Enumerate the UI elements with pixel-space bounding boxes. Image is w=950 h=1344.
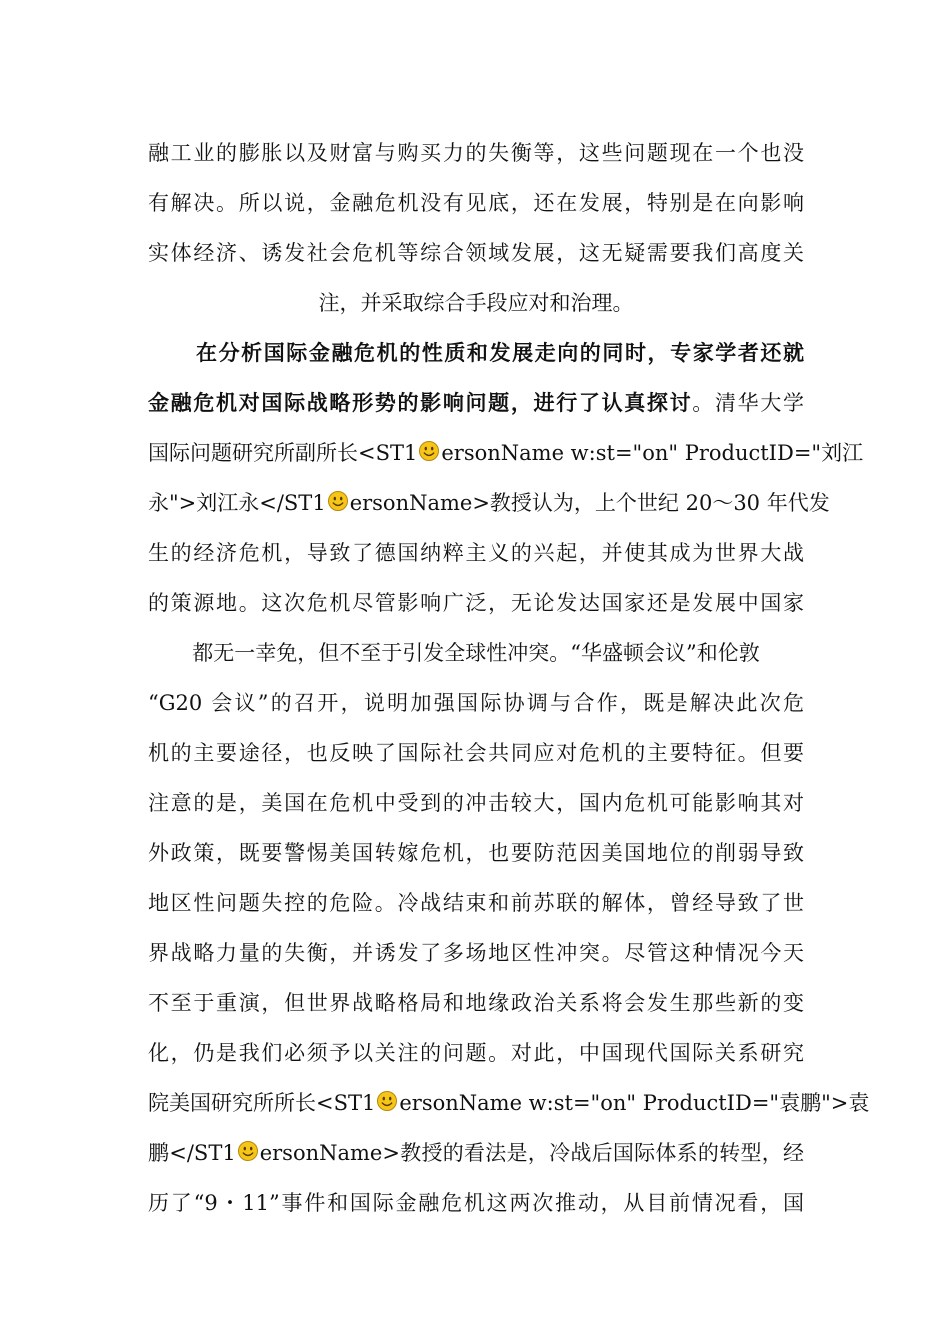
paragraph-line: 界战略力量的失衡，并诱发了多场地区性冲突。尽管这种情况今天 bbox=[148, 941, 804, 965]
paragraph-line: 地区性问题失控的危险。冷战结束和前苏联的解体，曾经导致了世 bbox=[148, 891, 804, 915]
paragraph-line bbox=[148, 1078, 870, 1128]
paragraph-line: 生的经济危机，导致了德国纳粹主义的兴起，并使其成为世界大战 bbox=[148, 541, 804, 565]
text-span: 国际问题研究所副所长<ST1 bbox=[148, 441, 418, 465]
paragraph-line: 注，并采取综合手段应对和治理。 bbox=[318, 291, 634, 315]
text-span: ersonName w:st="on" ProductID="刘江 bbox=[441, 441, 864, 465]
paragraph-line: 历了“9・11”事件和国际金融危机这两次推动，从目前情况看，国 bbox=[148, 1191, 804, 1215]
paragraph-line: 注意的是，美国在危机中受到的冲击较大，国内危机可能影响其对 bbox=[148, 791, 804, 815]
text-span: 永">刘江永</ST1 bbox=[148, 491, 326, 515]
text-span: ersonName>教授的看法是，冷战后国际体系的转型，经 bbox=[259, 1141, 804, 1165]
smiley-emoticon-icon bbox=[237, 1140, 259, 1162]
text-span: 鹏</ST1 bbox=[148, 1141, 236, 1165]
bold-text: 在分析国际金融危机的性质和发展走向的同时，专家学者还就 bbox=[196, 340, 804, 365]
paragraph-line: 不至于重演，但世界战略格局和地缘政治关系将会发生那些新的变 bbox=[148, 991, 804, 1015]
smiley-emoticon-icon bbox=[418, 440, 440, 462]
paragraph-line: 化，仍是我们必须予以关注的问题。对此，中国现代国际关系研究 bbox=[148, 1041, 804, 1065]
paragraph-line bbox=[148, 428, 864, 478]
bold-text: 金融危机对国际战略形势的影响问题，进行了认真探讨 bbox=[148, 390, 693, 415]
paragraph-line: 实体经济、诱发社会危机等综合领域发展，这无疑需要我们高度关 bbox=[148, 241, 804, 265]
paragraph-line-bold bbox=[148, 328, 804, 378]
paragraph-line bbox=[148, 378, 804, 428]
paragraph-line: 的策源地。这次危机尽管影响广泛，无论发达国家还是发展中国家 bbox=[148, 591, 804, 615]
paragraph-line bbox=[148, 1128, 804, 1178]
paragraph-line: “G20 会议”的召开，说明加强国际协调与合作，既是解决此次危 bbox=[148, 691, 804, 715]
text-span: 院美国研究所所长<ST1 bbox=[148, 1091, 376, 1115]
smiley-emoticon-icon bbox=[376, 1090, 398, 1112]
text-span: 。清华大学 bbox=[692, 391, 805, 415]
paragraph-line bbox=[148, 478, 830, 528]
paragraph-line: 有解决。所以说，金融危机没有见底，还在发展，特别是在向影响 bbox=[148, 191, 804, 215]
paragraph-line: 融工业的膨胀以及财富与购买力的失衡等，这些问题现在一个也没 bbox=[148, 141, 804, 165]
document-page bbox=[148, 128, 870, 1228]
paragraph-line: 机的主要途径，也反映了国际社会共同应对危机的主要特征。但要 bbox=[148, 741, 804, 765]
text-span: ersonName w:st="on" ProductID="袁鹏">袁 bbox=[399, 1091, 870, 1115]
text-span: ersonName>教授认为，上个世纪 20～30 年代发 bbox=[349, 491, 830, 515]
paragraph-line: 都无一幸免，但不至于引发全球性冲突。“华盛顿会议”和伦敦 bbox=[192, 641, 760, 665]
smiley-emoticon-icon bbox=[327, 490, 349, 512]
paragraph-line: 外政策，既要警惕美国转嫁危机，也要防范因美国地位的削弱导致 bbox=[148, 841, 804, 865]
